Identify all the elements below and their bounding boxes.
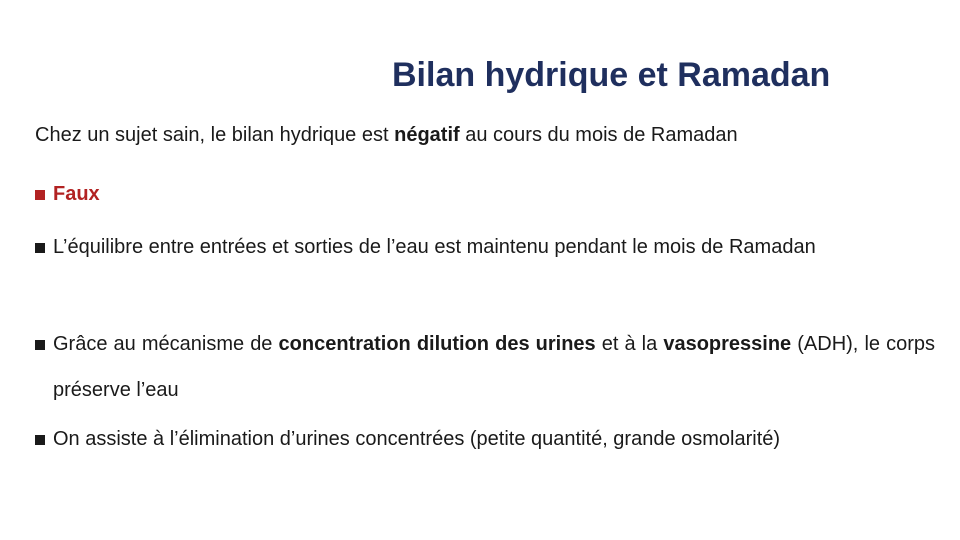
square-bullet-icon — [35, 435, 45, 445]
bullet-mecanisme — [35, 333, 935, 425]
intro-text-start: Chez un sujet sain, le bilan hydrique est — [35, 124, 395, 146]
bullet-answer — [35, 183, 935, 229]
bullet-elimination — [35, 428, 935, 474]
bullet-equilibre — [35, 236, 935, 282]
bullet-text-part: Grâce au mécanisme de — [53, 333, 279, 355]
square-bullet-icon — [35, 243, 45, 253]
bullet-text-part: (ADH), le corps préserve l’eau — [53, 333, 935, 401]
square-bullet-icon — [35, 340, 45, 350]
bullet-bold-part: concentration dilution des urines — [278, 333, 596, 355]
bullet-text: L’équilibre entre entrées et sorties de l’eau est maintenu pendant le mois de Ramadan — [53, 236, 816, 258]
answer-text — [53, 171, 935, 217]
intro-bold-word: négatif — [394, 124, 460, 146]
bullet-bold-part: vasopressine — [663, 333, 792, 355]
bullet-text: On assiste à l’élimination d’urines concentrées (petite quantité, grande osmolarité) — [53, 428, 781, 450]
bullet-text — [53, 321, 935, 413]
bullet-text-part: et à la — [595, 333, 664, 355]
intro-text-end: au cours du mois de Ramadan — [459, 124, 738, 146]
slide-title: Bilan hydrique et Ramadan — [392, 56, 831, 94]
square-bullet-icon — [35, 190, 45, 200]
answer-label: Faux — [53, 183, 100, 205]
intro-statement — [35, 124, 738, 147]
